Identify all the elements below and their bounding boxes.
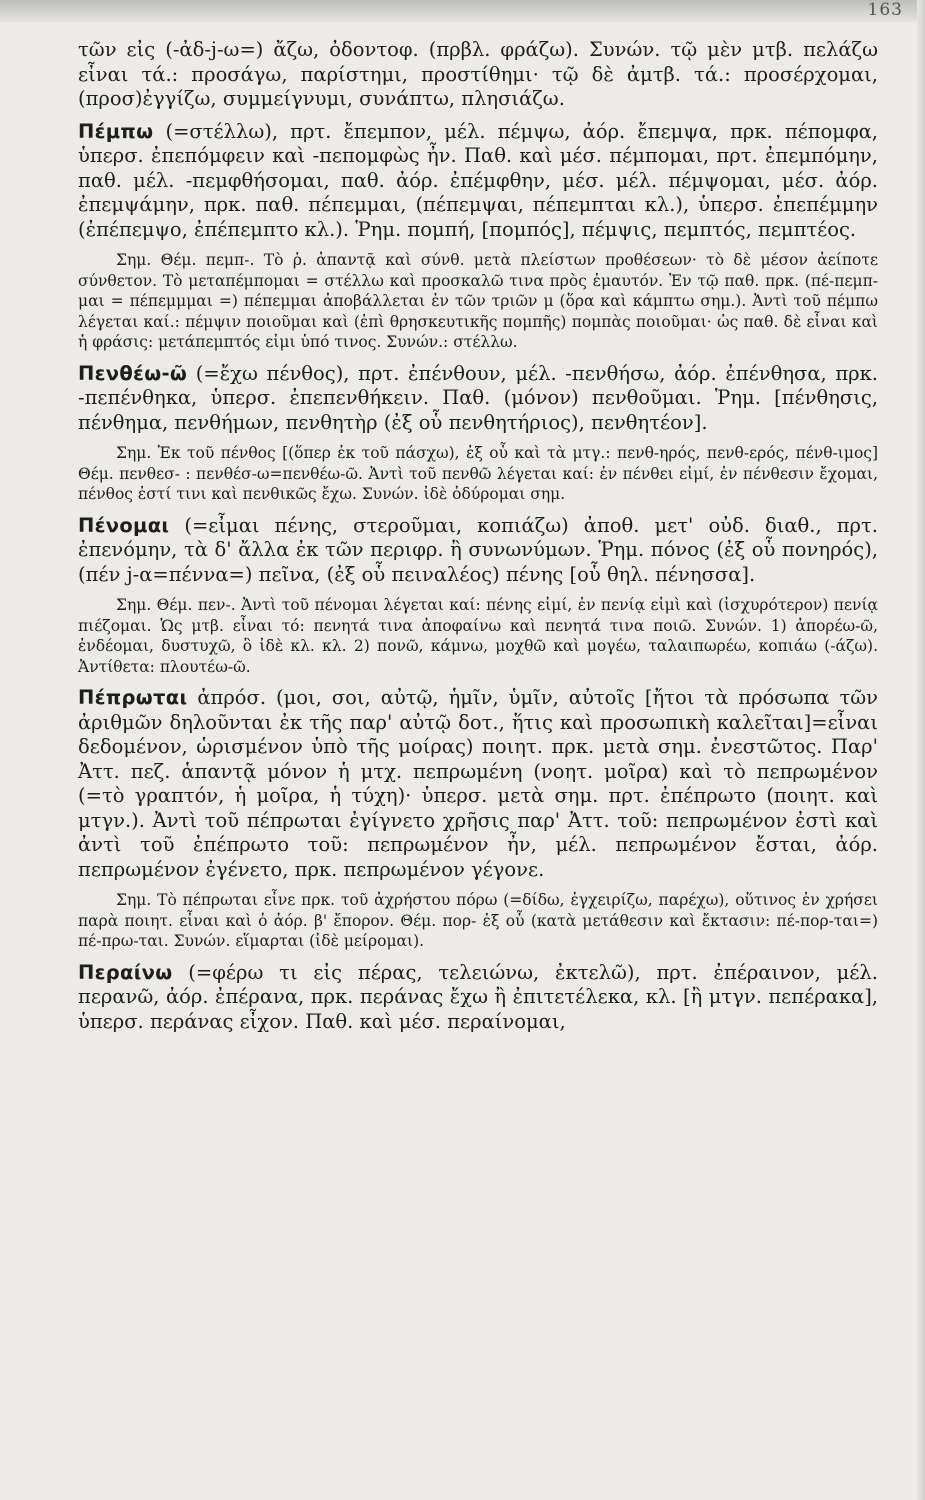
headword: Πέμπω [78, 119, 154, 143]
note-pentheo: Σημ. Ἐκ τοῦ πένθος [(ὅπερ ἐκ τοῦ πάσχω), ἐξ οὗ καὶ τὰ μτγ.: πενθ-ηρός, πενθ-ερός, πένθ-ιμος] Θέμ. πενθεσ- : πενθέσ-ω=πενθέω-ῶ. Ἀντὶ τοῦ πενθῶ λέγεται καί: ἐν πένθει εἰμί, ἐν πένθεσιν ἔχομαι, πένθος ἐστί τινι καὶ πενθικῶς ἔχω. Συνών. ἰδὲ ὀδύρομαι σημ. [78, 444, 878, 503]
page-right-edge [917, 0, 925, 1500]
entry-peraino [78, 961, 878, 1035]
entry-text: (=φέρω τι εἰς πέρας, τελειώνω, ἐκτελῶ), πρτ. ἐπέραινον, μέλ. περανῶ, ἀόρ. ἐπέρανα, πρκ. περάνας ἔχω ἢ ἐπιτετέλεκα, κλ. [ἢ μτγν. πεπέρακα], ὑπερσ. περάνας εἶχον. Παθ. καὶ μέσ. περαίνομαι, [78, 960, 878, 1033]
entry-text: ἀπρόσ. (μοι, σοι, αὐτῷ, ἡμῖν, ὑμῖν, αὐτοῖς [ἤτοι τὰ πρόσωπα τῶν ἀριθμῶν δηλοῦνται ἐκ τῆς παρ' αὐτῷ δοτ., ἥτις καὶ προσωπικὴ καλεῖται]=εἶναι δεδομένον, ὡρισμένον ὑπὸ τῆς μοίρας) ποιητ. πρκ. μετὰ σημ. ἐνεστῶτος. Παρ' Ἀττ. πεζ. ἁπαντᾷ μόνον ἡ μτχ. πεπρωμένη (νοητ. μοῖρα) καὶ τὸ πεπρωμένον (=τὸ γραπτόν, ἡ μοῖρα, ἡ τύχη)· ὑπερσ. μετὰ σημ. πρτ. ἐπέπρωτο (ποιητ. καὶ μτγν.). Ἀντὶ τοῦ πέπρωται ἐγίγνετο χρῆσις παρ' Ἀττ. τοῦ: πεπρωμένον ἐστὶ καὶ ἀντὶ τοῦ ἐπέπρωτο τοῦ: πεπρωμένον ἦν, μέλ. πεπρωμένον ἔσται, ἀόρ. πεπρωμένον ἐγένετο, πρκ. πεπρωμένον γέγονε. [78, 686, 878, 881]
entry-text: (=εἶμαι πένης, στεροῦμαι, κοπιάζω) ἀποθ. μετ' οὐδ. διαθ., πρτ. ἐπενόμην, τὰ δ' ἄλλα ἐκ τῶν περιφρ. ἢ συνωνύμων. Ῥημ. πόνος (ἐξ οὗ πονηρός), (πέν j-α=πέννα=) πεῖνα, (ἐξ οὗ πειναλέος) πένης [οὗ θηλ. πένησσα]. [78, 513, 878, 586]
note-peprotai: Σημ. Τὸ πέπρωται εἶνε πρκ. τοῦ ἀχρήστου πόρω (=δίδω, ἐγχειρίζω, παρέχω), οὕτινος ἐν χρήσει παρὰ ποιητ. εἶναι καὶ ὁ ἀόρ. β' ἔπορον. Θέμ. πορ- ἐξ οὗ (κατὰ μετάθεσιν καὶ ἔκτασιν: πέ-πορ-ται=) πέ-πρω-ται. Συνών. εἵμαρται (ἰδὲ μείρομαι). [78, 891, 878, 950]
headword: Πένομαι [78, 513, 170, 537]
entry-text: (=ἔχω πένθος), πρτ. ἐπένθουν, μέλ. -πενθήσω, ἀόρ. ἐπένθησα, πρκ. -πεπένθηκα, ὑπερσ. ἐπεπενθήκειν. Παθ. (μόνον) πενθοῦμαι. Ῥημ. [πένθησις, πένθημα, πενθήμων, πενθητὴρ (ἐξ οὗ πενθητήριος), πενθητέον]. [78, 361, 878, 434]
headword: Πενθέω-ῶ [78, 361, 188, 385]
note-pempo: Σημ. Θέμ. πεμπ-. Τὸ ῥ. ἁπαντᾷ καὶ σύνθ. μετὰ πλείστων προθέσεων· τὸ δὲ μέσον ἀείποτε σύνθετον. Τὸ μεταπέμπομαι = στέλλω καὶ προσκαλῶ τινα πρὸς ἐμαυτόν. Ἐν τῷ παθ. πρκ. (πέ-πεμπ-μαι = πέπεμμμαι =) πέπεμμαι ἀποβάλλεται ἐν τῶν τριῶν μ (ὅρα καὶ κάμπτω σημ.). Ἀντὶ τοῦ πέμπω λέγεται καί.: πέμψιν ποιοῦμαι καὶ (ἐπὶ θρησκευτικῆς πομπῆς) πομπὰς ποιοῦμαι· ὡς παθ. δὲ εἶναι καὶ ἡ φράσις: μετάπεμπτός εἰμι ὑπό τινος. Συνών.: στέλλω. [78, 251, 878, 351]
entry-penomai [78, 514, 878, 588]
page-content [78, 38, 878, 1042]
page-number: 163 [867, 0, 903, 20]
entry-pentheo [78, 362, 878, 436]
entry-text: (=στέλλω), πρτ. ἔπεμπον, μέλ. πέμψω, ἀόρ. ἔπεμψα, πρκ. πέπομφα, ὑπερσ. ἐπεπόμφειν καὶ -πεπομφὼς ἦν. Παθ. καὶ μέσ. πέμπομαι, πρτ. ἐπεμπόμην, παθ. μέλ. -πεμφθήσομαι, παθ. ἀόρ. ἐπέμφθην, μέσ. μέλ. πέμψομαι, μέσ. ἀόρ. ἐπεμψάμην, πρκ. παθ. πέπεμμαι, (πέπεμψαι, πέπεμπται κλ.), ὑπερσ. ἐπεπέμμην (ἐπέπεμψο, ἐπέπεμπτο κλ.). Ῥημ. πομπή, [πομπός], πέμψις, πεμπτός, πεμπτέος. [78, 119, 878, 241]
page-top-edge [0, 0, 925, 22]
headword: Πέπρωται [78, 686, 188, 709]
headword: Περαίνω [78, 960, 173, 984]
entry-pempo [78, 120, 878, 243]
entry-peprotai [78, 686, 878, 882]
note-penomai: Σημ. Θέμ. πεν-. Ἀντὶ τοῦ πένομαι λέγεται καί: πένης εἰμί, ἐν πενίᾳ εἰμὶ καὶ (ἰσχυρότερον) πενίᾳ πιέζομαι. Ὡς μτβ. εἶναι τό: πενητά τινα ἀποφαίνω καὶ πενητά τινα ποιῶ. Συνών. 1) ἀπορέω-ῶ, ἐνδέομαι, δυστυχῶ, ὃ ἰδὲ κλ. κλ. 2) πονῶ, κάμνω, μοχθῶ καὶ μογέω, ταλαιπωρέω, κοπιάω (-άζω). Ἀντίθετα: πλουτέω-ῶ. [78, 596, 878, 676]
entry-continuation: τῶν εἰς (-ἀδ-j-ω=) ἄζω, ὀδοντοφ. (πρβλ. φράζω). Συνών. τῷ μὲν μτβ. πελάζω εἶναι τά.: προσάγω, παρίστημι, προστίθημι· τῷ δὲ ἀμτβ. τά.: προσέρχομαι, (προσ)ἐγγίζω, συμμείγνυμι, συνάπτω, πλησιάζω. [78, 38, 878, 110]
